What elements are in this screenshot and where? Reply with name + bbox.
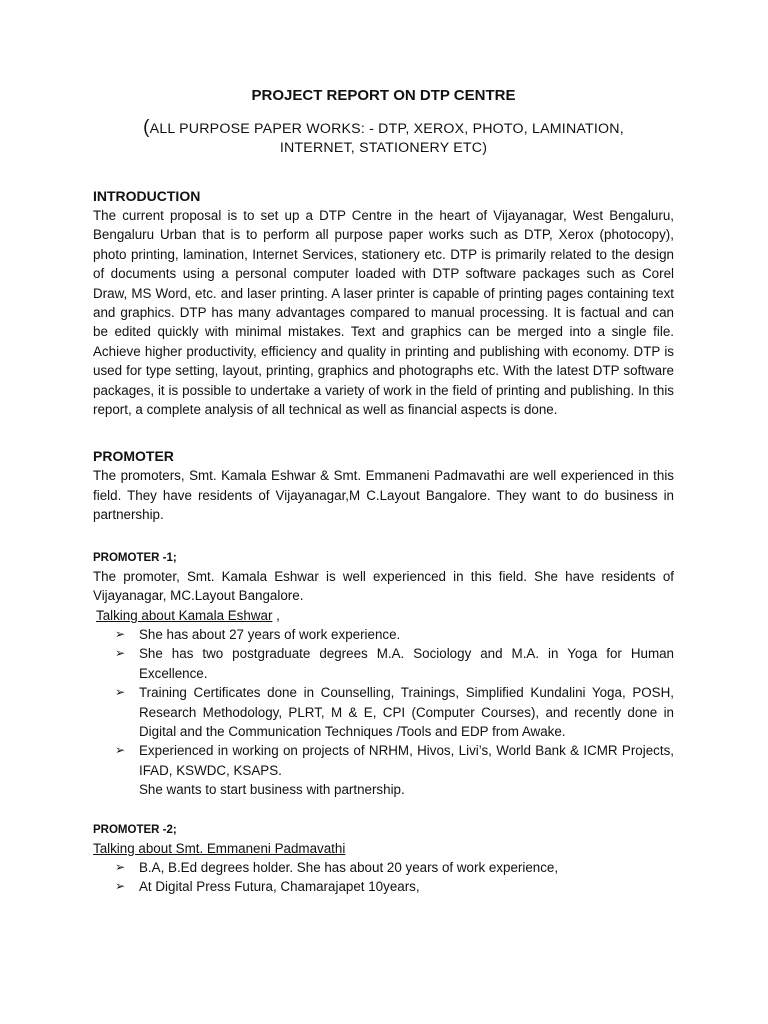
promoter-1-talking-suffix: , [272, 607, 280, 623]
promoter-2-bullet-list [93, 858, 674, 897]
list-item [115, 644, 674, 683]
list-item [115, 683, 674, 741]
document-content [93, 86, 674, 897]
list-item [115, 877, 674, 896]
arrow-bullet-icon: ➢ [115, 626, 126, 641]
promoter-1-bullet-list [93, 625, 674, 800]
promoter-1-talking-line [93, 606, 674, 625]
promoter-heading: PROMOTER [93, 448, 174, 465]
bullet-text: Training Certificates done in Counselling, Trainings, Simplified Kundalini Yoga, POSH, Research Methodology, PLRT, M & E, CPI (Computer Courses), and recently done in Digital and the Communication Techniques /Tools and EDP from Awake. [139, 685, 674, 739]
promoter-1-closing: She wants to start business with partnership. [139, 782, 405, 798]
bullet-text: Experienced in working on projects of NRHM, Hivos, Livi’s, World Bank & ICMR Projects, IFAD, KSWDC, KSAPS. [139, 743, 674, 778]
bullet-text: At Digital Press Futura, Chamarajapet 10years, [139, 879, 420, 895]
promoter-text: The promoters, Smt. Kamala Eshwar & Smt. Emmaneni Padmavathi are well experienced in this field. They have residents of Vijayanagar,M C.Layout Bangalore. They want to do business in partnership. [93, 468, 674, 523]
document-title: PROJECT REPORT ON DTP CENTRE [251, 87, 516, 104]
document-subtitle [93, 118, 674, 158]
promoter-1-text: The promoter, Smt. Kamala Eshwar is well experienced in this field. She have residents of Vijayanagar, MC.Layout Bangalore. [93, 568, 674, 604]
arrow-bullet-icon: ➢ [115, 879, 126, 894]
bullet-text: B.A, B.Ed degrees holder. She has about 20 years of work experience, [139, 859, 559, 875]
subtitle-line-1: ALL PURPOSE PAPER WORKS: - DTP, XEROX, PHOTO, LAMINATION, [149, 121, 624, 137]
bullet-text: She has about 27 years of work experience. [139, 626, 401, 642]
introduction-text: The current proposal is to set up a DTP Centre in the heart of Vijayanagar, West Bengaluru, Bengaluru Urban that is to perform all purpose paper works such as DTP, Xerox (photocopy), photo printing, lamination, Internet Services, stationery etc. DTP is primarily related to the design of documents using a personal computer loaded with DTP software packages such as Corel Draw, MS Word, etc. and laser printing. A laser printer is capable of printing pages containing text and graphics. DTP has many advantages compared to manual processing. It is factual and can be edited quickly with minimal mistakes. Text and graphics can be merged into a single file. Achieve higher productivity, efficiency and quality in printing and publishing with economy. DTP is used for type setting, layout, printing, graphics and photographs etc. With the latest DTP software packages, it is possible to undertake a variety of work in the field of printing and publishing. In this report, a complete analysis of all technical as well as financial aspects is done. [93, 208, 674, 418]
promoter-2-talking-label: Talking about Smt. Emmaneni Padmavathi [93, 840, 346, 856]
list-item [115, 741, 674, 799]
promoter-2-heading: PROMOTER -2; [93, 823, 177, 836]
list-item [115, 625, 674, 644]
promoter-1-heading: PROMOTER -1; [93, 551, 177, 564]
arrow-bullet-icon: ➢ [115, 685, 126, 700]
arrow-bullet-icon: ➢ [115, 743, 126, 758]
arrow-bullet-icon: ➢ [115, 859, 126, 874]
arrow-bullet-icon: ➢ [115, 646, 126, 661]
bullet-text: She has two postgraduate degrees M.A. Sociology and M.A. in Yoga for Human Excellence. [139, 646, 674, 681]
list-item [115, 858, 674, 877]
promoter-2-talking-line [93, 839, 674, 858]
promoter-1-talking-label: Talking about Kamala Eshwar [96, 607, 273, 623]
subtitle-open-paren: ( [143, 117, 150, 138]
introduction-heading: INTRODUCTION [93, 188, 201, 204]
subtitle-line-2: INTERNET, STATIONERY ETC) [279, 140, 488, 156]
